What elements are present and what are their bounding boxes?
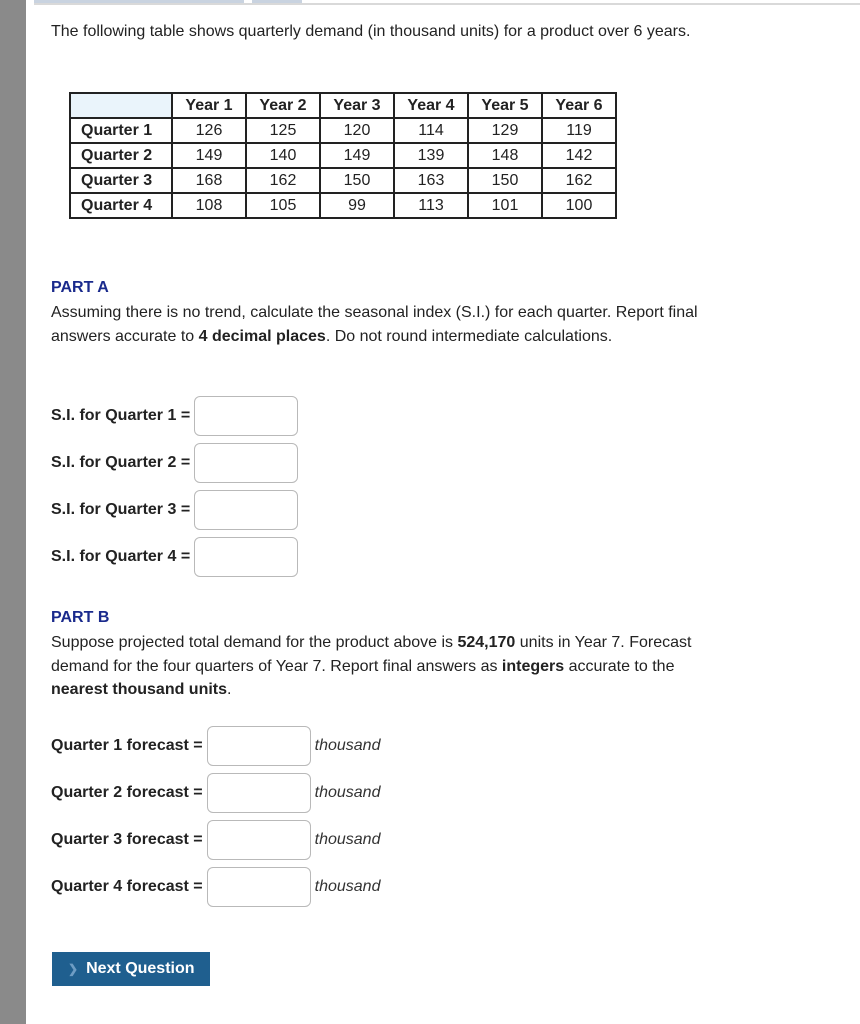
part-b-instructions <box>51 631 701 702</box>
column-header: Year 4 <box>394 93 468 118</box>
forecast-label-q1: Quarter 1 forecast = <box>51 737 203 754</box>
next-question-button[interactable] <box>52 952 210 986</box>
forecast-row-q1 <box>51 726 380 766</box>
forecast-label-q2: Quarter 2 forecast = <box>51 784 203 801</box>
si-row-q2 <box>51 443 298 483</box>
table-cell: 168 <box>172 168 246 193</box>
row-header: Quarter 2 <box>70 143 172 168</box>
table-cell: 126 <box>172 118 246 143</box>
forecast-row-q3 <box>51 820 380 860</box>
chevron-right-icon: ❯ <box>68 962 79 976</box>
column-header: Year 2 <box>246 93 320 118</box>
table-header-row <box>70 93 616 118</box>
table-cell: 149 <box>320 143 394 168</box>
part-b-text-bold-2: integers <box>501 657 565 675</box>
si-input-q4[interactable] <box>194 537 298 577</box>
forecast-input-q1[interactable] <box>207 726 311 766</box>
part-a-text-2: . Do not round intermediate calculations. <box>325 327 613 345</box>
table-cell: 139 <box>394 143 468 168</box>
si-row-q1 <box>51 396 298 436</box>
table-cell: 142 <box>542 143 616 168</box>
table-cell: 150 <box>320 168 394 193</box>
part-a-title: PART A <box>51 279 109 296</box>
si-label-q2: S.I. for Quarter 2 = <box>51 454 191 471</box>
top-tab-right <box>252 0 302 3</box>
forecast-unit-q2: thousand <box>314 784 381 801</box>
table-cell: 140 <box>246 143 320 168</box>
table-cell: 105 <box>246 193 320 218</box>
table-cell: 119 <box>542 118 616 143</box>
part-b-title: PART B <box>51 609 110 626</box>
table-cell: 162 <box>542 168 616 193</box>
forecast-input-q4[interactable] <box>207 867 311 907</box>
part-a-instructions <box>51 301 701 348</box>
column-header: Year 6 <box>542 93 616 118</box>
part-a-text-1: Assuming there is no trend, calculate the seasonal index (S.I.) for each quarter. Report final answers accurate to <box>51 304 698 345</box>
row-header: Quarter 1 <box>70 118 172 143</box>
table-cell: 108 <box>172 193 246 218</box>
forecast-label-q4: Quarter 4 forecast = <box>51 878 203 895</box>
table-corner-cell <box>70 93 172 118</box>
table-cell: 99 <box>320 193 394 218</box>
top-divider <box>34 3 860 5</box>
forecast-unit-q4: thousand <box>314 878 381 895</box>
part-a-text-bold: 4 decimal places <box>198 327 326 345</box>
forecast-row-q4 <box>51 867 380 907</box>
si-label-q4: S.I. for Quarter 4 = <box>51 548 191 565</box>
table-cell: 113 <box>394 193 468 218</box>
column-header: Year 1 <box>172 93 246 118</box>
table-cell: 150 <box>468 168 542 193</box>
column-header: Year 5 <box>468 93 542 118</box>
table-cell: 125 <box>246 118 320 143</box>
table-row <box>70 168 616 193</box>
forecast-row-q2 <box>51 773 380 813</box>
table-cell: 162 <box>246 168 320 193</box>
intro-text: The following table shows quarterly demand (in thousand units) for a product over 6 years. <box>51 23 691 40</box>
forecast-input-q2[interactable] <box>207 773 311 813</box>
demand-table <box>69 92 617 219</box>
column-header: Year 3 <box>320 93 394 118</box>
part-b-text-2: units in Year 7. Forecast demand for the four quarters of Year 7. Report final answers as <box>51 634 692 675</box>
si-input-q2[interactable] <box>194 443 298 483</box>
part-b-total-demand: 524,170 <box>457 634 516 651</box>
row-header: Quarter 4 <box>70 193 172 218</box>
table-cell: 100 <box>542 193 616 218</box>
table-row <box>70 118 616 143</box>
si-row-q4 <box>51 537 298 577</box>
question-content <box>51 20 751 895</box>
forecast-input-q3[interactable] <box>207 820 311 860</box>
forecast-label-q3: Quarter 3 forecast = <box>51 831 203 848</box>
si-row-q3 <box>51 490 298 530</box>
next-question-label: Next Question <box>86 960 195 977</box>
si-label-q1: S.I. for Quarter 1 = <box>51 407 191 424</box>
table-cell: 120 <box>320 118 394 143</box>
si-input-q1[interactable] <box>194 396 298 436</box>
si-input-q3[interactable] <box>194 490 298 530</box>
si-label-q3: S.I. for Quarter 3 = <box>51 501 191 518</box>
top-tab-left <box>34 0 244 3</box>
part-b-text-bold-3: nearest thousand units <box>51 681 228 698</box>
table-cell: 163 <box>394 168 468 193</box>
table-cell: 148 <box>468 143 542 168</box>
left-scroll-bar <box>0 0 26 1024</box>
table-cell: 149 <box>172 143 246 168</box>
table-cell: 114 <box>394 118 468 143</box>
table-cell: 101 <box>468 193 542 218</box>
table-row <box>70 193 616 218</box>
part-b-text-4: . <box>227 681 232 698</box>
forecast-unit-q3: thousand <box>314 831 381 848</box>
part-b-text-3: accurate to the <box>564 657 675 675</box>
row-header: Quarter 3 <box>70 168 172 193</box>
table-row <box>70 143 616 168</box>
table-cell: 129 <box>468 118 542 143</box>
part-b-text-1: Suppose projected total demand for the product above is <box>51 634 458 651</box>
forecast-unit-q1: thousand <box>314 737 381 754</box>
